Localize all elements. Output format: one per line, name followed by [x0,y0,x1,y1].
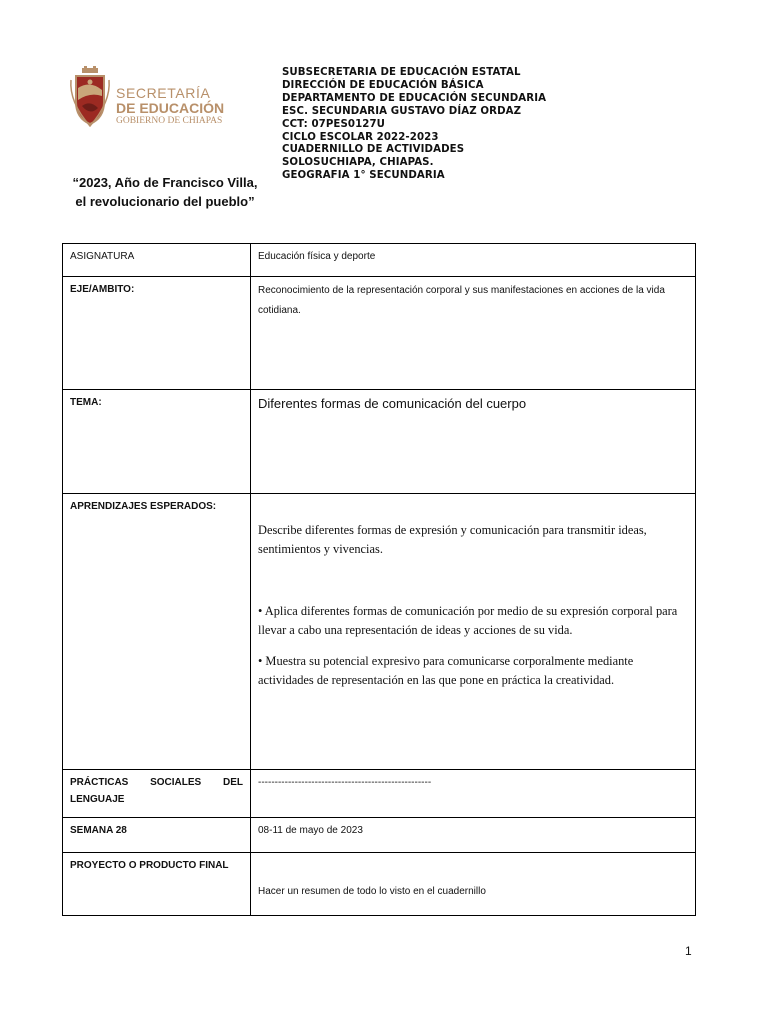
aprendizaje-item: • Aplica diferentes formas de comunicación por medio de su expresión corporal para llevar a cabo una representación de ideas y acciones de su vida. [258,604,678,637]
practicas-label-word: SOCIALES [150,777,202,788]
institution-header [282,67,546,183]
proyecto-value: Hacer un resumen de todo lo visto en el cuadernillo [258,886,486,897]
logo-line-de-educacion: DE EDUCACIÓN [116,100,225,116]
row-practicas [63,770,696,818]
semana-value: 08-11 de mayo de 2023 [258,825,363,836]
aprendizaje-item: Describe diferentes formas de expresión y comunicación para transmitir ideas, sentimientos y vivencias. [258,523,647,556]
header-line: CUADERNILLO DE ACTIVIDADES [282,144,465,156]
eje-value: Reconocimiento de la representación corporal y sus manifestaciones en acciones de la vida cotidiana. [258,285,665,316]
header-line: DEPARTAMENTO DE EDUCACIÓN SECUNDARIA [282,92,547,104]
activity-info-table [62,243,696,916]
row-aprendizajes [63,494,696,770]
row-proyecto [63,853,696,916]
asignatura-value: Educación física y deporte [258,251,376,262]
page-number: 1 [685,944,692,958]
aprendizajes-label: APRENDIZAJES ESPERADOS: [70,501,217,512]
asignatura-label: ASIGNATURA [70,251,135,262]
header-line: GEOGRAFIA 1° SECUNDARIA [282,170,445,182]
proyecto-label: PROYECTO O PRODUCTO FINAL [70,860,229,871]
practicas-label-word: DEL [223,777,243,788]
year-motto: “2023, Año de Francisco Villa, el revolucionario del pueblo” [72,175,258,209]
eje-label: EJE/AMBITO: [70,284,135,295]
header-line: CICLO ESCOLAR 2022-2023 [282,131,439,143]
practicas-label-line2: LENGUAJE [70,794,125,805]
header-line: CCT: 07PES0127U [282,118,386,130]
practicas-value: ---------------------------------------------------- [258,777,432,788]
tema-value: Diferentes formas de comunicación del cuerpo [258,396,527,411]
tema-label: TEMA: [70,397,102,408]
semana-label: SEMANA 28 [70,825,127,836]
secretaria-educacion-logo [68,66,238,136]
practicas-label [70,774,243,791]
header-line: DIRECCIÓN DE EDUCACIÓN BÁSICA [282,79,484,91]
practicas-label-word: PRÁCTICAS [70,777,129,788]
header-line: ESC. SECUNDARIA GUSTAVO DÍAZ ORDAZ [282,105,522,117]
header-line: SUBSECRETARIA DE EDUCACIÓN ESTATAL [282,67,521,78]
logo-line-secretaria: SECRETARÍA [116,85,211,101]
row-tema [63,390,696,494]
row-semana [63,818,696,853]
logo-line-gobierno: GOBIERNO DE CHIAPAS [116,116,223,126]
header-line: SOLOSUCHIAPA, CHIAPAS. [282,157,434,169]
row-eje [63,277,696,390]
chiapas-shield-icon [68,66,112,128]
logo-wordmark [116,86,224,127]
row-asignatura [63,244,696,277]
aprendizaje-item: • Muestra su potencial expresivo para comunicarse corporalmente mediante actividades de representación en las que pone en práctica la creatividad. [258,654,634,687]
